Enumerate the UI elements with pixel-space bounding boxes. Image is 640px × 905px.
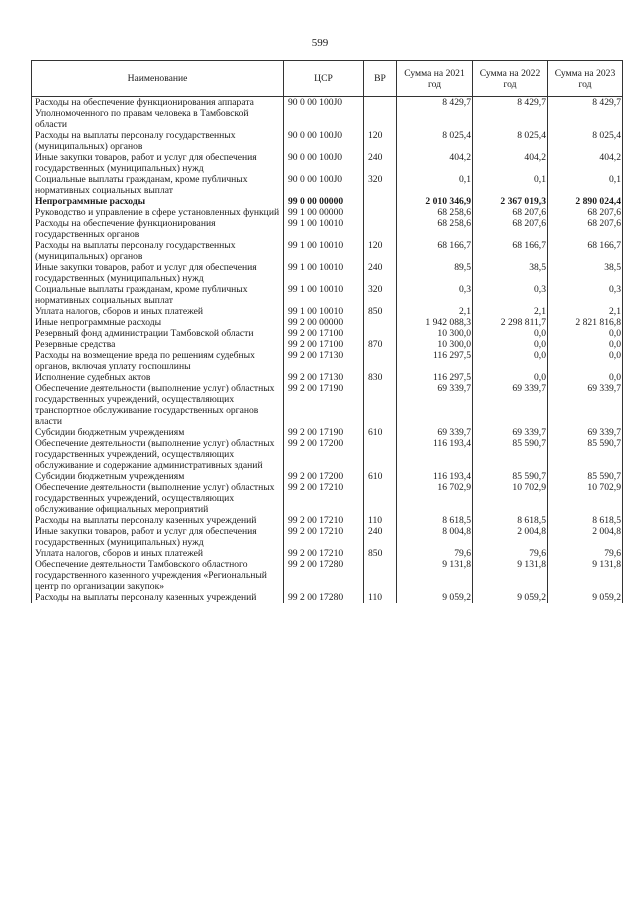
- row-vr-cell: 110: [364, 515, 397, 526]
- row-sum-2022-cell: 68 166,7: [473, 240, 548, 262]
- table-row: [32, 559, 623, 592]
- row-csr-cell: 99 2 00 17130: [284, 350, 364, 372]
- row-sum-2023-cell: 38,5: [548, 262, 623, 284]
- row-sum-2021-cell: 0,1: [397, 174, 473, 196]
- row-name-cell: Социальные выплаты гражданам, кроме публичных нормативных социальных выплат: [32, 284, 284, 306]
- row-sum-2021-cell: 0,3: [397, 284, 473, 306]
- row-sum-2023-cell: 0,0: [548, 339, 623, 350]
- table-body: [32, 97, 623, 604]
- row-sum-2023-cell: 8 429,7: [548, 97, 623, 131]
- row-csr-cell: 99 1 00 10010: [284, 240, 364, 262]
- row-name-cell: Руководство и управление в сфере установленных функций: [32, 207, 284, 218]
- row-csr-cell: 99 2 00 17190: [284, 383, 364, 427]
- row-sum-2021-cell: 116 297,5: [397, 372, 473, 383]
- header-sum-2021: Сумма на 2021 год: [397, 61, 473, 97]
- row-vr-cell: 320: [364, 284, 397, 306]
- row-name-cell: Расходы на обеспечение функционирования государственных органов: [32, 218, 284, 240]
- table-row: [32, 218, 623, 240]
- row-name-cell: Обеспечение деятельности (выполнение услуг) областных государственных учреждений, осуществляющих транспортное обслуживание государственных органов власти: [32, 383, 284, 427]
- row-sum-2022-cell: 0,0: [473, 372, 548, 383]
- row-csr-cell: 99 1 00 10010: [284, 218, 364, 240]
- row-sum-2023-cell: 2 004,8: [548, 526, 623, 548]
- row-vr-cell: 120: [364, 240, 397, 262]
- row-sum-2023-cell: 68 207,6: [548, 207, 623, 218]
- row-csr-cell: 99 2 00 17210: [284, 548, 364, 559]
- row-name-cell: Иные непрограммные расходы: [32, 317, 284, 328]
- row-sum-2022-cell: 38,5: [473, 262, 548, 284]
- row-sum-2022-cell: 404,2: [473, 152, 548, 174]
- row-sum-2023-cell: 0,0: [548, 350, 623, 372]
- table-row: [32, 339, 623, 350]
- row-name-cell: Обеспечение деятельности Тамбовского областного государственного казенного учреждения «Региональный центр по организации закупок»: [32, 559, 284, 592]
- row-sum-2021-cell: 89,5: [397, 262, 473, 284]
- row-name-cell: Субсидии бюджетным учреждениям: [32, 427, 284, 438]
- row-sum-2023-cell: 85 590,7: [548, 438, 623, 471]
- budget-table: [31, 60, 623, 603]
- row-name-cell: Расходы на выплаты персоналу государственных (муниципальных) органов: [32, 240, 284, 262]
- row-sum-2023-cell: 69 339,7: [548, 427, 623, 438]
- row-vr-cell: [364, 482, 397, 515]
- row-sum-2023-cell: 2 890 024,4: [548, 196, 623, 207]
- row-sum-2021-cell: 404,2: [397, 152, 473, 174]
- row-sum-2021-cell: 16 702,9: [397, 482, 473, 515]
- row-sum-2022-cell: 69 339,7: [473, 383, 548, 427]
- row-sum-2023-cell: 0,0: [548, 328, 623, 339]
- row-sum-2023-cell: 85 590,7: [548, 471, 623, 482]
- table-row: [32, 592, 623, 603]
- table-row: [32, 482, 623, 515]
- row-name-cell: Обеспечение деятельности (выполнение услуг) областных государственных учреждений, осуществляющих обслуживание и содержание административных зданий: [32, 438, 284, 471]
- row-sum-2022-cell: 8 429,7: [473, 97, 548, 131]
- row-vr-cell: [364, 317, 397, 328]
- row-vr-cell: [364, 218, 397, 240]
- row-sum-2021-cell: 68 258,6: [397, 207, 473, 218]
- row-sum-2023-cell: 8 618,5: [548, 515, 623, 526]
- row-sum-2023-cell: 69 339,7: [548, 383, 623, 427]
- row-name-cell: Субсидии бюджетным учреждениям: [32, 471, 284, 482]
- row-csr-cell: 99 2 00 17100: [284, 339, 364, 350]
- row-sum-2021-cell: 79,6: [397, 548, 473, 559]
- row-sum-2022-cell: 8 618,5: [473, 515, 548, 526]
- row-vr-cell: 240: [364, 152, 397, 174]
- table-row: [32, 152, 623, 174]
- row-name-cell: Уплата налогов, сборов и иных платежей: [32, 548, 284, 559]
- row-csr-cell: 99 2 00 17200: [284, 438, 364, 471]
- table-row: [32, 438, 623, 471]
- header-csr: ЦСР: [284, 61, 364, 97]
- row-sum-2023-cell: 404,2: [548, 152, 623, 174]
- table-row: [32, 471, 623, 482]
- row-vr-cell: [364, 97, 397, 131]
- row-name-cell: Расходы на выплаты персоналу казенных учреждений: [32, 592, 284, 603]
- header-sum-2022: Сумма на 2022 год: [473, 61, 548, 97]
- row-csr-cell: 99 1 00 10010: [284, 262, 364, 284]
- row-vr-cell: 830: [364, 372, 397, 383]
- row-csr-cell: 99 2 00 00000: [284, 317, 364, 328]
- row-sum-2022-cell: 2 004,8: [473, 526, 548, 548]
- table-row: [32, 196, 623, 207]
- row-sum-2023-cell: 79,6: [548, 548, 623, 559]
- row-vr-cell: 850: [364, 306, 397, 317]
- row-name-cell: Расходы на выплаты персоналу государственных (муниципальных) органов: [32, 130, 284, 152]
- row-sum-2022-cell: 79,6: [473, 548, 548, 559]
- row-sum-2021-cell: 68 166,7: [397, 240, 473, 262]
- row-name-cell: Иные закупки товаров, работ и услуг для обеспечения государственных (муниципальных) нужд: [32, 262, 284, 284]
- row-sum-2022-cell: 68 207,6: [473, 207, 548, 218]
- row-sum-2023-cell: 10 702,9: [548, 482, 623, 515]
- table-row: [32, 515, 623, 526]
- row-sum-2021-cell: 10 300,0: [397, 339, 473, 350]
- row-sum-2021-cell: 8 025,4: [397, 130, 473, 152]
- row-csr-cell: 99 1 00 10010: [284, 306, 364, 317]
- row-sum-2023-cell: 9 059,2: [548, 592, 623, 603]
- table-row: [32, 207, 623, 218]
- table-row: [32, 526, 623, 548]
- table-header-row: [32, 61, 623, 97]
- table-row: [32, 130, 623, 152]
- row-sum-2022-cell: 0,1: [473, 174, 548, 196]
- row-vr-cell: 240: [364, 262, 397, 284]
- table-row: [32, 383, 623, 427]
- row-sum-2022-cell: 2,1: [473, 306, 548, 317]
- row-vr-cell: [364, 350, 397, 372]
- row-sum-2021-cell: 116 193,4: [397, 438, 473, 471]
- row-sum-2023-cell: 0,1: [548, 174, 623, 196]
- row-sum-2022-cell: 85 590,7: [473, 471, 548, 482]
- row-sum-2022-cell: 2 367 019,3: [473, 196, 548, 207]
- row-vr-cell: 870: [364, 339, 397, 350]
- row-sum-2023-cell: 8 025,4: [548, 130, 623, 152]
- row-csr-cell: 99 0 00 00000: [284, 196, 364, 207]
- table-row: [32, 306, 623, 317]
- row-sum-2022-cell: 0,0: [473, 350, 548, 372]
- row-name-cell: Исполнение судебных актов: [32, 372, 284, 383]
- row-csr-cell: 99 2 00 17190: [284, 427, 364, 438]
- row-csr-cell: 99 2 00 17210: [284, 526, 364, 548]
- row-vr-cell: [364, 328, 397, 339]
- row-sum-2021-cell: 68 258,6: [397, 218, 473, 240]
- row-sum-2021-cell: 9 131,8: [397, 559, 473, 592]
- header-vr: ВР: [364, 61, 397, 97]
- table-row: [32, 284, 623, 306]
- row-sum-2022-cell: 0,3: [473, 284, 548, 306]
- row-sum-2021-cell: 2,1: [397, 306, 473, 317]
- row-sum-2022-cell: 68 207,6: [473, 218, 548, 240]
- row-sum-2022-cell: 0,0: [473, 328, 548, 339]
- row-vr-cell: 120: [364, 130, 397, 152]
- row-sum-2023-cell: 2,1: [548, 306, 623, 317]
- header-sum-2023: Сумма на 2023 год: [548, 61, 623, 97]
- row-csr-cell: 99 2 00 17210: [284, 515, 364, 526]
- row-sum-2023-cell: 68 207,6: [548, 218, 623, 240]
- row-vr-cell: [364, 196, 397, 207]
- row-name-cell: Резервный фонд администрации Тамбовской области: [32, 328, 284, 339]
- row-sum-2021-cell: 8 429,7: [397, 97, 473, 131]
- row-sum-2021-cell: 69 339,7: [397, 427, 473, 438]
- table-row: [32, 427, 623, 438]
- row-name-cell: Расходы на возмещение вреда по решениям судебных органов, включая уплату госпошлины: [32, 350, 284, 372]
- row-vr-cell: [364, 383, 397, 427]
- row-name-cell: Уплата налогов, сборов и иных платежей: [32, 306, 284, 317]
- row-csr-cell: 90 0 00 100J0: [284, 174, 364, 196]
- row-csr-cell: 99 2 00 17130: [284, 372, 364, 383]
- row-sum-2021-cell: 9 059,2: [397, 592, 473, 603]
- table-row: [32, 372, 623, 383]
- row-sum-2021-cell: 116 297,5: [397, 350, 473, 372]
- row-vr-cell: [364, 438, 397, 471]
- row-vr-cell: 610: [364, 471, 397, 482]
- row-csr-cell: 99 1 00 00000: [284, 207, 364, 218]
- row-csr-cell: 99 2 00 17200: [284, 471, 364, 482]
- row-sum-2023-cell: 0,3: [548, 284, 623, 306]
- row-sum-2023-cell: 2 821 816,8: [548, 317, 623, 328]
- row-csr-cell: 99 2 00 17280: [284, 559, 364, 592]
- row-name-cell: Социальные выплаты гражданам, кроме публичных нормативных социальных выплат: [32, 174, 284, 196]
- row-sum-2021-cell: 8 004,8: [397, 526, 473, 548]
- row-sum-2022-cell: 8 025,4: [473, 130, 548, 152]
- table-row: [32, 317, 623, 328]
- row-sum-2023-cell: 0,0: [548, 372, 623, 383]
- row-csr-cell: 90 0 00 100J0: [284, 130, 364, 152]
- row-csr-cell: 99 1 00 10010: [284, 284, 364, 306]
- row-sum-2023-cell: 68 166,7: [548, 240, 623, 262]
- row-sum-2021-cell: 69 339,7: [397, 383, 473, 427]
- row-name-cell: Обеспечение деятельности (выполнение услуг) областных государственных учреждений, осуществляющих обслуживание официальных мероприятий: [32, 482, 284, 515]
- row-name-cell: Иные закупки товаров, работ и услуг для обеспечения государственных (муниципальных) нужд: [32, 526, 284, 548]
- row-csr-cell: 99 2 00 17100: [284, 328, 364, 339]
- row-vr-cell: 110: [364, 592, 397, 603]
- row-sum-2022-cell: 69 339,7: [473, 427, 548, 438]
- table-row: [32, 262, 623, 284]
- row-vr-cell: 320: [364, 174, 397, 196]
- row-vr-cell: [364, 559, 397, 592]
- row-vr-cell: [364, 207, 397, 218]
- row-sum-2023-cell: 9 131,8: [548, 559, 623, 592]
- row-sum-2022-cell: 9 059,2: [473, 592, 548, 603]
- row-name-cell: Непрограммные расходы: [32, 196, 284, 207]
- table-row: [32, 350, 623, 372]
- row-sum-2022-cell: 2 298 811,7: [473, 317, 548, 328]
- row-sum-2021-cell: 10 300,0: [397, 328, 473, 339]
- row-sum-2022-cell: 10 702,9: [473, 482, 548, 515]
- row-csr-cell: 99 2 00 17210: [284, 482, 364, 515]
- table-row: [32, 174, 623, 196]
- row-name-cell: Расходы на обеспечение функционирования аппарата Уполномоченного по правам человека в Тамбовской области: [32, 97, 284, 131]
- row-sum-2022-cell: 0,0: [473, 339, 548, 350]
- table-row: [32, 328, 623, 339]
- row-name-cell: Иные закупки товаров, работ и услуг для обеспечения государственных (муниципальных) нужд: [32, 152, 284, 174]
- table-row: [32, 240, 623, 262]
- row-csr-cell: 99 2 00 17280: [284, 592, 364, 603]
- row-csr-cell: 90 0 00 100J0: [284, 97, 364, 131]
- header-name: Наименование: [32, 61, 284, 97]
- row-sum-2021-cell: 2 010 346,9: [397, 196, 473, 207]
- table-row: [32, 548, 623, 559]
- row-sum-2021-cell: 116 193,4: [397, 471, 473, 482]
- row-name-cell: Расходы на выплаты персоналу казенных учреждений: [32, 515, 284, 526]
- table-row: [32, 97, 623, 131]
- row-vr-cell: 240: [364, 526, 397, 548]
- row-sum-2022-cell: 9 131,8: [473, 559, 548, 592]
- row-sum-2021-cell: 1 942 088,3: [397, 317, 473, 328]
- row-sum-2021-cell: 8 618,5: [397, 515, 473, 526]
- row-vr-cell: 850: [364, 548, 397, 559]
- page-number: 599: [311, 37, 329, 49]
- row-sum-2022-cell: 85 590,7: [473, 438, 548, 471]
- row-csr-cell: 90 0 00 100J0: [284, 152, 364, 174]
- row-name-cell: Резервные средства: [32, 339, 284, 350]
- row-vr-cell: 610: [364, 427, 397, 438]
